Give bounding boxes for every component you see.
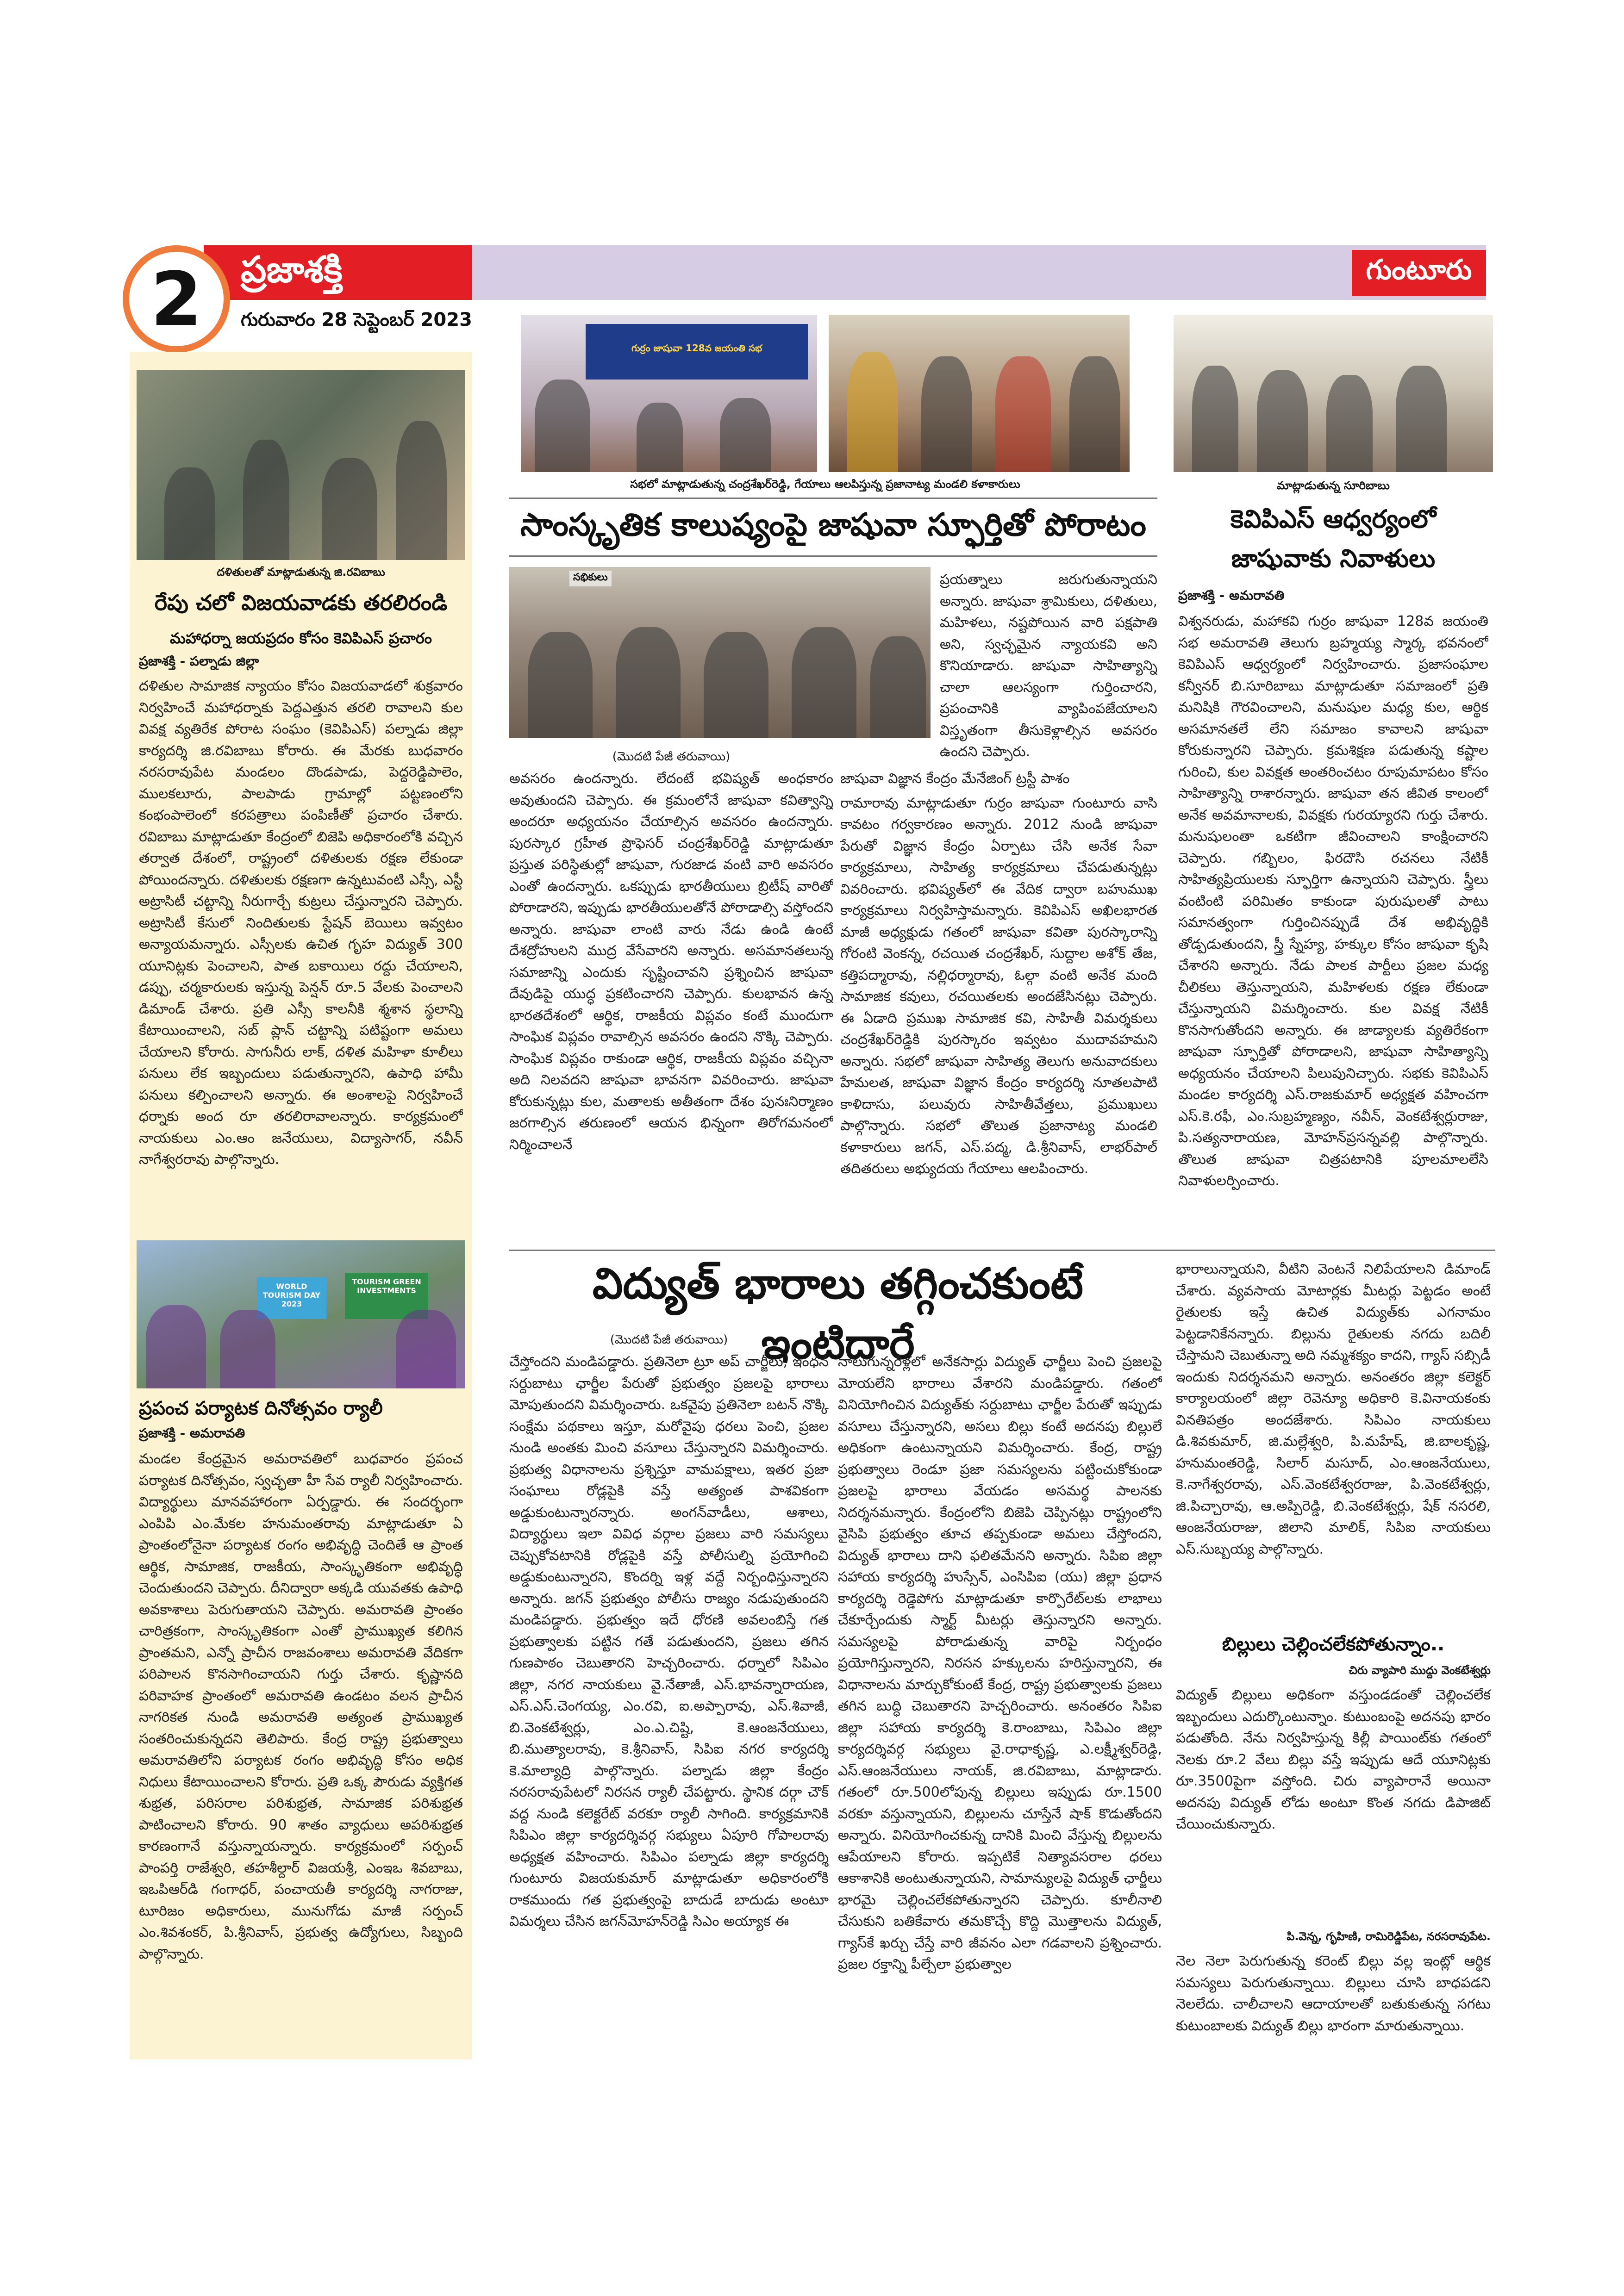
kvps-photo-caption: మాట్లాడుతున్న సూరిబాబు — [1277, 479, 1390, 492]
rally-banner-2: TOURISM GREEN INVESTMENTS — [345, 1273, 428, 1319]
bills-sidebar-headline: బిల్లులు చెల్లించలేకపోతున్నాం.. — [1222, 1634, 1445, 1655]
bills-sidebar-body: విద్యుత్ బిల్లులు అధికంగా వస్తుండడంతో చెల్లించలేక ఇబ్బందులు ఎదుర్కొంటున్నాం. కుటుంబంపై అదనపు భారం పడుతోంది. నేను నిర్వహిస్తున్న కిల్లీ పాయింట్‌కు గతంలో నెలకు రూ.2 వేలు బిల్లు వస్తే ఇప్పుడు ఆదే యూనిట్లకు రూ.3500పైగా వస్తోంది. చిరు వ్యాపారానే అయినా అదనపు విద్యుత్ లోడు అంటూ కొంత నగదు డిపాజిట్ చేయించుకున్నారు. — [1176, 1687, 1491, 1832]
story-body: దళితుల సామాజిక న్యాయం కోసం విజయవాడలో శుక్రవారం నిర్వహించే మహాధర్నాకు పెద్దఎత్తున తరలి రావాలని కుల వివక్ష వ్యతిరేక పోరాట సంఘం (కెవిపిఎస్) పల్నాడు జిల్లా కార్యదర్శి జి.రవిబాబు కోరారు. ఈ మేరకు బుధవారం నరసరావుపేట మండలం దొండపాడు, పెద్దరెడ్డిపాలెం, ములకలూరు, పాలపాడు గ్రామాల్లో పట్టణంలోని కంభంపాలెంలో కరపత్రాలు పంపిణీతో ప్రచారం చేశారు. రవిబాబు మాట్లాడుతూ కేంద్రంలో బిజెపి అధికారంలోకి వచ్చిన తర్వాత దేశంలో, రాష్ట్రంలో దళితులకు రక్షణ లేకుండా పోయిందన్నారు. దళితులకు రక్షణగా ఉన్నటువంటి ఎస్సీ, ఎస్టీ అట్రాసిటీ చట్టాన్ని నీరుగార్చే కుట్రలు చేస్తున్నారని చెప్పారు. అట్రాసిటీ కేసులో నిందితులకు స్టేషన్ బెయిలు ఇవ్వటం అన్యాయమన్నారు. ఎస్సీలకు ఉచిత గృహ విద్యుత్ 300 యూనిట్లకు పెంచాలని, పాత బకాయిలు రద్దు చేయాలని, డప్పు, చర్మకారులకు ఇస్తున్న పెన్షన్ రూ.5 వేలకు పెంచాలని డిమాండ్ చేశారు. ప్రతి ఎస్సీ కాలనీకి శ్మశాన స్థలాన్ని కేటాయించాలని, సబ్ ప్లాన్ చట్టాన్ని పటిష్టంగా అమలు చేయాలని కోరారు. సాగునీరు లాక్, దళిత మహిళా కూలీలు పనులు లేక ఇబ్బందులు పడుతున్నారని, ఉపాధి హామీ పనులు కల్పించాలని అన్నారు. ఈ అంశాలపై నిర్వహించే ధర్నాకు అంద రూ తరలిరావాలన్నారు. కార్యక్రమంలో నాయకులు ఎం.ఆం జనేయులు, విద్యాసాగర్, నవీన్ నాగేశ్వరరావు పాల్గొన్నారు. — [139, 678, 463, 1168]
divider — [509, 555, 1157, 557]
page-number: 2 — [150, 255, 202, 342]
electricity-body-col2: నాలుగున్నరేళ్లలో అనేకసార్లు విద్యుత్ ఛార్జీలు పెంచి ప్రజలపై మోయలేని భారాలు వేశారని మండిపడ్డారు. గతంలో వినియోగించిన విద్యుత్‌కు సర్దుబాటు ఛార్జీల పేరుతో ఇప్పుడు వసూలు చేస్తున్నారని, అసలు బిల్లు కంటే అదనపు బిల్లులే అధికంగా ఉంటున్నాయని విమర్శించారు. కేంద్ర, రాష్ట్ర ప్రభుత్వాలు రెండూ ప్రజా సమస్యలను పట్టించుకోకుండా ప్రజలపై భారాలు వేయడం అసమర్థ పాలనకు నిదర్శనమన్నారు. కేంద్రంలోని బిజెపి చెప్పినట్లు రాష్ట్రంలోని వైసిపి ప్రభుత్వం తూచ తప్పకుండా అమలు చేస్తోందని, విద్యుత్ భారాలు దాని ఫలితమేనని అన్నారు. సిపిఐ జిల్లా సహాయ కార్యదర్శి హుస్సేన్, ఎంసిపిఐ (యు) జిల్లా ప్రధాన కార్యదర్శి రెడ్డెపోగు మాట్లాడుతూ కార్పొరేట్‌లకు లాభాలు చేకూర్చేందుకు స్మార్ట్ మీటర్లు తెస్తున్నారని అన్నారు. సమస్యలపై పోరాడుతున్న వారిపై నిర్బంధం ప్రయోగిస్తున్నారని, నిరసన హక్కులను హరిస్తున్నారని, ఈ విధానాలను మార్చుకోకుంటే కేంద్ర, రాష్ట్ర ప్రభుత్వాలకు ప్రజలు తగిన బుద్ధి చెబుతారని హెచ్చరించారు. అనంతరం సిపిఐ జిల్లా సహాయ కార్యదర్శి కె.రాంబాబు, సిపిఎం జిల్లా కార్యదర్శివర్గ సభ్యులు వై.రాధాకృష్ణ, ఎ.లక్ష్మీశ్వర్‌రెడ్డి, ఎస్.ఆంజనేయులు నాయక్, జి.రవిబాబు, మాట్లాడారు. గతంలో రూ.500లోపున్న బిల్లులు ఇప్పుడు రూ.1500 వరకూ వస్తున్నాయని, బిల్లులను చూస్తేనే షాక్ కొడుతోందని అన్నారు. వినియోగించకున్న దానికి మించి వేస్తున్న బిల్లులను ఆపేయాలని కోరారు. ఇప్పటికే నిత్యావసరాల ధరలు ఆకాశానికి అంటుతున్నాయని, సామాన్యులపై విద్యుత్ ఛార్జీలు భారమై చెల్లించలేకపోతున్నారని చెప్పారు. కూలీనాలి చేసుకుని బతికేవారు తమకొచ్చే కొద్ది మొత్తాలను విద్యుత్, గ్యాస్‌కే ఖర్చు చేస్తే వారి జీవనం ఎలా గడవాలని ప్రశ్నించారు. ప్రజల రక్తాన్ని పీల్చేలా ప్రభుత్వాల — [838, 1354, 1162, 1972]
kvps-headline-2: జాషువాకు నివాళులు — [1231, 544, 1436, 573]
top-photo-caption: సభలో మాట్లాడుతున్న చంద్రశేఖర్‌రెడ్డి, గేయాలు ఆలపిస్తున్న ప్రజానాట్య మండలి కళాకారులు — [630, 478, 1020, 491]
divider — [509, 1250, 1495, 1251]
divider — [509, 498, 1157, 499]
electricity-body-col1: చేస్తోందని మండిపడ్డారు. ప్రతినెలా ట్రూ అప్ చార్జీలు, ఇంధన సర్దుబాటు ఛార్జీల పేరుతో ప్రభుత్వం ప్రజలపై భారాలు మోపుతుందని విమర్శించారు. ఒకవైపు ప్రతినెలా బటన్ నొక్కి సంక్షేమ పథకాలు ఇస్తూ, మరోవైపు ధరలు పెంచి, ప్రజల నుండి అంతకు మించి వసూలు చేస్తున్నారని విమర్శించారు. ప్రభుత్వ విధానాలను ప్రశ్నిస్తూ వామపక్షాలు, ఇతర ప్రజా సంఘాలు రోడ్లపైకి వస్తే అత్యంత పాశవికంగా అడ్డుకుంటున్నారన్నారు. అంగన్‌వాడీలు, ఆశాలు, విద్యార్థులు ఇలా వివిధ వర్గాల ప్రజలు వారి సమస్యలు చెప్పుకోవటానికి రోడ్లపైకి వస్తే పోలీసుల్ని ప్రయోగించి అడ్డుకుంటున్నారని, కొందర్ని ఇళ్ల వద్దే నిర్బంధిస్తున్నారని అన్నారు. జగన్ ప్రభుత్వం పోలీసు రాజ్యం నడుపుతుందని మండిపడ్డారు. ప్రభుత్వం ఇదే ధోరణి అవలంబిస్తే గత ప్రభుత్వాలకు పట్టిన గతే పడుతుందని, ప్రజలు తగిన గుణపాఠం చెబుతారని హెచ్చరించారు. ధర్నాలో సిపిఎం జిల్లా, నగర నాయకులు వై.నేతాజీ, ఎస్.భావన్నారాయణ, ఎస్.ఎస్.చెంగయ్య, ఎం.రవి, ఐ.అప్పారావు, ఎస్.శివాజీ, బి.వెంకటేశ్వర్లు, ఎం.ఎ.చిష్టి, కె.ఆంజనేయులు, బి.ముత్యాలరావు, కె.శ్రీనివాస్, సిపిఐ నగర కార్యదర్శి కె.మాల్యాద్రి పాల్గొన్నారు. పల్నాడు జిల్లా కేంద్రం నరసరావుపేటలో నిరసన ర్యాలీ చేపట్టారు. స్థానిక దర్గా చౌక్ వద్ద నుండి కలెక్టరేట్ వరకూ ర్యాలీ సాగింది. కార్యక్రమానికి సిపిఎం జిల్లా కార్యదర్శివర్గ సభ్యులు ఏపూరి గోపాలరావు అధ్యక్షత వహించారు. సిపిఎం పల్నాడు జిల్లా కార్యదర్శి గుంటూరు విజయకుమార్ మాట్లాడుతూ అధికారంలోకి రాకముందు గత ప్రభుత్వంపై బాదుడే బాదుడు అంటూ విమర్శలు చేసిన జగన్‌మోహన్‌రెడ్డి సిఎం అయ్యాక ఈ — [509, 1354, 829, 1929]
kvps-byline: ప్రజాశక్తి - అమరావతి — [1178, 588, 1285, 603]
electricity-continued: (మొదటి పేజీ తరువాయి) — [610, 1333, 728, 1347]
jashuva-body-col2: జాషువా విజ్ఞాన కేంద్రం మేనేజింగ్ ట్రస్టీ పాశం రామారావు మాట్లాడుతూ గుర్రం జాషువా గుంటూరు వాసి కావటం గర్వకారణం అన్నారు. 2012 నుండి జాషువా పేరుతో విజ్ఞాన కేంద్రం ఏర్పాటు చేసి అనేక సేవా కార్యక్రమాలు, సాహిత్య కార్యక్రమాలు చేపడుతున్నట్లు వివరించారు. భవిష్యత్‌లో ఈ వేదిక ద్వారా బహుముఖ కార్యక్రమాలు నిర్వహిస్తామన్నారు. కెవిపిఎస్ అఖిలభారత మాజీ అధ్యక్షుడు గతంలో జాషువా కవితా పురస్కారాన్ని గోరంటి వెంకన్న, రచయిత చంద్రశేఖర్, సుద్దాల అశోక్ తేజ, కత్తిపద్మారావు, నల్లిధర్మారావు, ఓల్గా వంటి అనేక మంది సామాజిక కవులు, రచయితలకు అందజేసినట్లు చెప్పారు. ఈ ఏడాది ప్రముఖ సామాజిక కవి, సాహితీ విమర్శకులు చంద్రశేఖర్‌రెడ్డికి పురస్కారం ఇవ్వటం ముదావహమని అన్నారు. సభలో జాషువా సాహిత్య తెలుగు అనువాదకులు హేమలత, జాషువా విజ్ఞాన కేంద్రం కార్యదర్శి నూతలపాటి కాళిదాసు, పలువురు సాహితీవేత్తలు, ప్రముఖులు పాల్గొన్నారు. సభలో తొలుత ప్రజానాట్య మండలి కళాకారులు జగన్, ఎస్.పద్మ, డి.శ్రీనివాస్, లాభర్‌పాల్ తదితరులు అభ్యుదయ గేయాలు ఆలపించారు. — [840, 771, 1157, 1177]
continued-note: (మొదటి పేజీ తరువాయి) — [612, 750, 731, 764]
story-subhead: మహాధర్నా జయప్రదం కోసం కెవిపిఎస్ ప్రచారం — [170, 629, 432, 647]
tourism-body: మండల కేంద్రమైన అమరావతిలో బుధవారం ప్రపంచ పర్యాటక దినోత్సవం, స్వచ్ఛతా హీ సేవ ర్యాలీ నిర్వహించారు. విద్యార్థులు మానవహారంగా ఏర్పడ్డారు. ఈ సందర్భంగా ఎంపిపి ఎం.మేకల హనుమంతరావు మాట్లాడుతూ ఏ ప్రాంతంలోనైనా పర్యాటక రంగం అభివృద్ధి చెందితే ఆ ప్రాంత ఆర్థిక, సామాజిక, రాజకీయ, సాంస్కృతికంగా అభివృద్ధి చెందుతుందని చెప్పారు. దీనిద్వారా అక్కడి యువతకు ఉపాధి అవకాశాలు పెరుగుతాయని చెప్పారు. అమరావతి ప్రాంతం చారిత్రకంగా, సాంస్కృతికంగా ఎంతో ప్రాముఖ్యత కలిగిన ప్రాంతమని, ఎన్నో ప్రాచీన రాజవంశాలు అమరావతి వేదికగా పరిపాలన కొనసాగించాయని గుర్తు చేశారు. కృష్ణానది పరివాహక ప్రాంతంలో అమరావతి ఉండటం వలన ప్రాచీన నాగరికత నుండి అమరావతి అత్యంత ప్రాముఖ్యత సంతరించుకున్నదని తెలిపారు. కేంద్ర రాష్ట్ర ప్రభుత్వాలు అమరావతిలోని పర్యాటక రంగం అభివృద్ధి కోసం అధిక నిధులు కేటాయించాలని కోరారు. ప్రతి ఒక్క పౌరుడు వ్యక్తిగత శుభ్రత, పరిసరాల పరిశుభ్రత, సామాజిక పరిశుభ్రత పాటించాలని కోరారు. 90 శాతం వ్యాధులు అపరిశుభ్రత కారణంగానే వస్తున్నాయన్నారు. కార్యక్రమంలో సర్పంచ్ పాంపర్తి రాజేశ్వరి, తహశీల్దార్ విజయశ్రీ, ఎంఇఒ శివబాబు, ఇఒపిఆర్‌డి గంగాధర్, పంచాయతీ కార్యదర్శి నాగరాజు, టూరిజం అధికారులు, మునుగోడు మాజీ సర్పంచ్ ఎం.శివశంకర్, పి.శ్రీనివాస్, ప్రభుత్వ ఉద్యోగులు, సిబ్బంది పాల్గొన్నారు. — [139, 1451, 463, 1962]
stage-banner — [586, 324, 808, 380]
audience-photo — [509, 567, 931, 738]
story-byline: ప్రజాశక్తి - పల్నాడు జిల్లా — [139, 653, 259, 669]
jashuva-headline: సాంస్కృతిక కాలుష్యంపై జాషువా స్ఫూర్తితో పోరాటం — [520, 507, 1147, 543]
kvps-body: విశ్వనరుడు, మహాకవి గుర్రం జాషువా 128వ జయంతి సభ అమరావతి తెలుగు బ్రహ్మయ్య స్మార్క భవనంలో కెవిపిఎస్ ఆధ్వర్యంలో నిర్వహించారు. ప్రజాసంఘాల కన్వీనర్ బి.సూరిబాబు మాట్లాడుతూ సమాజంలో ప్రతి మనిషికి గౌరవించాలని, మనుషుల మధ్య కుల, ఆర్థిక అసమానతలే లేని సమాజం కావాలని జాషువా కోరుకున్నారని చెప్పారు. క్రమశిక్షణ పడుతున్న కష్టాల గురించి, కుల వివక్షత అంతరించటం రూపుమాపటం కోసం సాహిత్యాన్ని రాశారన్నారు. జాషువా తన జీవిత కాలంలో అనేక అవమానాలకు, వివక్షకు గురయ్యారని గుర్తు చేశారు. మనుషులంతా ఒకటిగా జీవించాలని కాంక్షించారని చెప్పారు. గబ్బిలం, ఫిరదౌసి రచనలు నేటికీ సాహిత్యప్రియులకు స్ఫూర్తిగా ఉన్నాయని చెప్పారు. స్త్రీలు వంటింటి పరిమితం కాకుండా పురుషులతో పాటు సమానత్వంగా గుర్తించినప్పుడే దేశ అభివృద్ధికి తోడ్పడుతుందని, స్త్రీ స్నేహ్య, హక్కుల కోసం జాషువా కృషి చేశారని అన్నారు. నేడు పాలక పార్టీలు ప్రజల మధ్య చీలికలు తెస్తున్నాయని, మహిళలకు రక్షణ లేకుండా చేస్తున్నాయని విమర్శించారు. కుల వివక్ష నేటికీ కొనసాగుతోందని అన్నారు. ఈ జాడ్యాలకు వ్యతిరేకంగా జాషువా స్ఫూర్తితో పోరాడాలని, జాషువా సాహిత్యాన్ని అధ్యయనం చేయాలని పిలుపునిచ్చారు. సభకు కెవిపిఎస్ మండల కార్యదర్శి ఎస్.రాజకుమార్ అధ్యక్షత వహించగా ఎస్.కె.రఫీ, ఎం.సుబ్రహ్మణ్యం, నవీన్, వెంకటేశ్వర్లురాజు, పి.సత్యనారాయణ, మోహన్‌ప్రసన్నవల్లి పాల్గొన్నారు. తొలుత జాషువా చిత్రపటానికి పూలమాలలేసి నివాళులర్పించారు. — [1178, 613, 1488, 1189]
photo-caption: దళితులతో మాట్లాడుతున్న జి.రవిబాబు — [217, 566, 385, 579]
paper-name: ప్రజాశక్తి — [241, 249, 343, 291]
dalit-meeting-photo — [137, 370, 465, 560]
rally-banner-1: WORLD TOURISM DAY 2023 — [257, 1277, 326, 1319]
electricity-headline: విద్యుత్ భారాలు తగ్గించకుంటే ఇంటిదారే — [592, 1259, 1084, 1369]
stage-banner-text: గుర్రం జాషువా 128వ జయంతి సభ — [631, 342, 762, 354]
kvps-meeting-photo — [1174, 315, 1493, 472]
jashuva-body-beside-photo: ప్రయత్నాలు జరుగుతున్నాయని అన్నారు. జాషువా శ్రామికులు, దళితులు, మహిళలు, నష్టపోయిన వారి పక్షపాతి అని, స్వచ్ఛమైన న్యాయకవి అని కొనియాడారు. జాషువా సాహిత్యాన్ని చాలా ఆలస్యంగా గుర్తించారని, ప్రపంచానికి వ్యాపింపజేయాలని విస్తృతంగా తీసుకెళ్లాల్సిన అవసరం ఉందని చెప్పారు. — [940, 572, 1157, 760]
bills-sidebar-tag: పి.వెన్న, గృహిణి, రామిరెడ్డిపేట, నరసరావుపేట. — [1287, 1930, 1491, 1943]
date-line: గురువారం 28 సెప్టెంబర్ 2023 — [241, 309, 472, 330]
kvps-headline-1: కెవిపిఎస్ ఆధ్వర్యంలో — [1230, 504, 1437, 534]
story-headline: రేపు చలో విజయవాడకు తరలిరండి — [154, 590, 448, 615]
edition-label: గుంటూరు — [1366, 254, 1472, 286]
jashuva-stage-photo — [521, 315, 817, 472]
tourism-headline: ప్రపంచ పర్యాటక దినోత్సవం ర్యాలీ — [139, 1398, 383, 1419]
jashuva-body-col1: అవసరం ఉందన్నారు. లేదంటే భవిష్యత్ అంధకారం అవుతుందని చెప్పారు. ఈ క్రమంలోనే జాషువా కవిత్వాన్ని అందరూ అధ్యయనం చేయాల్సిన అవసరం ఉందన్నారు. పురస్కార గ్రహీత ప్రొఫెసర్ చంద్రశేఖర్‌రెడ్డి మాట్లాడుతూ ప్రస్తుత పరిస్థితుల్లో జాషువా, గురజాడ వంటి వారి అవసరం ఎంతో ఉందన్నారు. ఒకప్పుడు భారతీయులు బ్రిటీష్ వారితో పోరాడారని, ఇప్పుడు భారతీయులతోనే పోరాడాల్సి వస్తోందని అన్నారు. జాషువా లాంటి వారు నేడు ఉండి ఉంటే దేశద్రోహులని ముద్ర వేసేవారని అన్నారు. అసమానతలున్న సమాజాన్ని ఎందుకు సృష్టించావని ప్రశ్నించిన జాషువా దేవుడిపై యుద్ధ ప్రకటించారని చెప్పారు. కులభావన ఉన్న భారతదేశంలో ఆర్థిక, రాజకీయ విప్లవం కంటే ముందుగా సాంఘిక విప్లవం రావాల్సిన అవసరం ఉందని నొక్కి చెప్పారు. సాంఘిక విప్లవం రాకుండా ఆర్థిక, రాజకీయ విప్లవం వచ్చినా అది నిలవదని జాషువా భావనగా వివరించారు. జాషువా కోరుకున్నట్లు కుల, మతాలకు అతీతంగా దేశం పునఃనిర్మాణం జరగాల్సిన తరుణంలో ఆయన భిన్నంగా తిరోగమనంలో నిర్మించాలనే — [509, 771, 833, 1153]
electricity-body-col3: భారాలున్నాయని, వీటిని వెంటనే నిలిపేయాలని డిమాండ్ చేశారు. వ్యవసాయ మోటార్లకు మీటర్లు పెట్టడం అంటే రైతులకు ఇస్తే ఉచిత విద్యుత్‌కు ఎగనామం పెట్టడానికేనన్నారు. బిల్లును రైతులకు నగదు బదిలీ చేస్తామని చెబుతున్నా అది నమ్మశక్యం కాదని, గ్యాస్ సబ్సిడీ ఇందుకు నిదర్శనమని అన్నారు. అనంతరం జిల్లా కలెక్టర్ కార్యాలయంలో జిల్లా రెవెన్యూ అధికారి కె.వినాయకంకు వినతిపత్రం అందజేశారు. సిపిఎం నాయకులు డి.శివకుమార్, జి.మల్లేశ్వరి, పి.మహేష్, జి.బాలకృష్ణ, హనుమంతరెడ్డి, సిలార్ మసూద్, ఎం.ఆంజనేయులు, కె.నాగేశ్వరరావు, ఎస్.వెంకటేశ్వరరాజు, పి.వెంకటేశ్వర్లు, జి.పిచ్చారావు, ఆ.అప్పిరెడ్డి, బి.వెంకటేశ్వర్లు, షేక్ నసరలి, ఆంజనేయరాజు, జిలాని మాలిక్, సిపిఐ నాయకులు ఎస్.సుబ్బయ్య పాల్గొన్నారు. — [1176, 1261, 1491, 1557]
tourism-byline: ప్రజాశక్తి - అమరావతి — [139, 1425, 245, 1441]
inset-label: సభికులు — [569, 571, 612, 586]
artists-singing-photo — [829, 315, 1130, 472]
tourism-rally-photo — [137, 1240, 465, 1388]
bills-sidebar-subhead: చిరు వ్యాపారి ముద్దు వెంకటేశ్వర్లు — [1349, 1664, 1491, 1677]
edition-badge — [1352, 250, 1486, 296]
page-number-badge — [123, 245, 230, 353]
bills-sidebar-body-2: నెల నెలా పెరుగుతున్న కరెంట్ బిల్లు వల్ల ఇంట్లో ఆర్థిక సమస్యలు పెరుగుతున్నాయి. బిల్లులు చూసి బాధపడని నెలలేదు. చాలీచాలని ఆదాయాలతో బతుకుతున్న సగటు కుటుంబాలకు విద్యుత్ బిల్లు భారంగా మారుతున్నాయి. — [1176, 1953, 1491, 2034]
